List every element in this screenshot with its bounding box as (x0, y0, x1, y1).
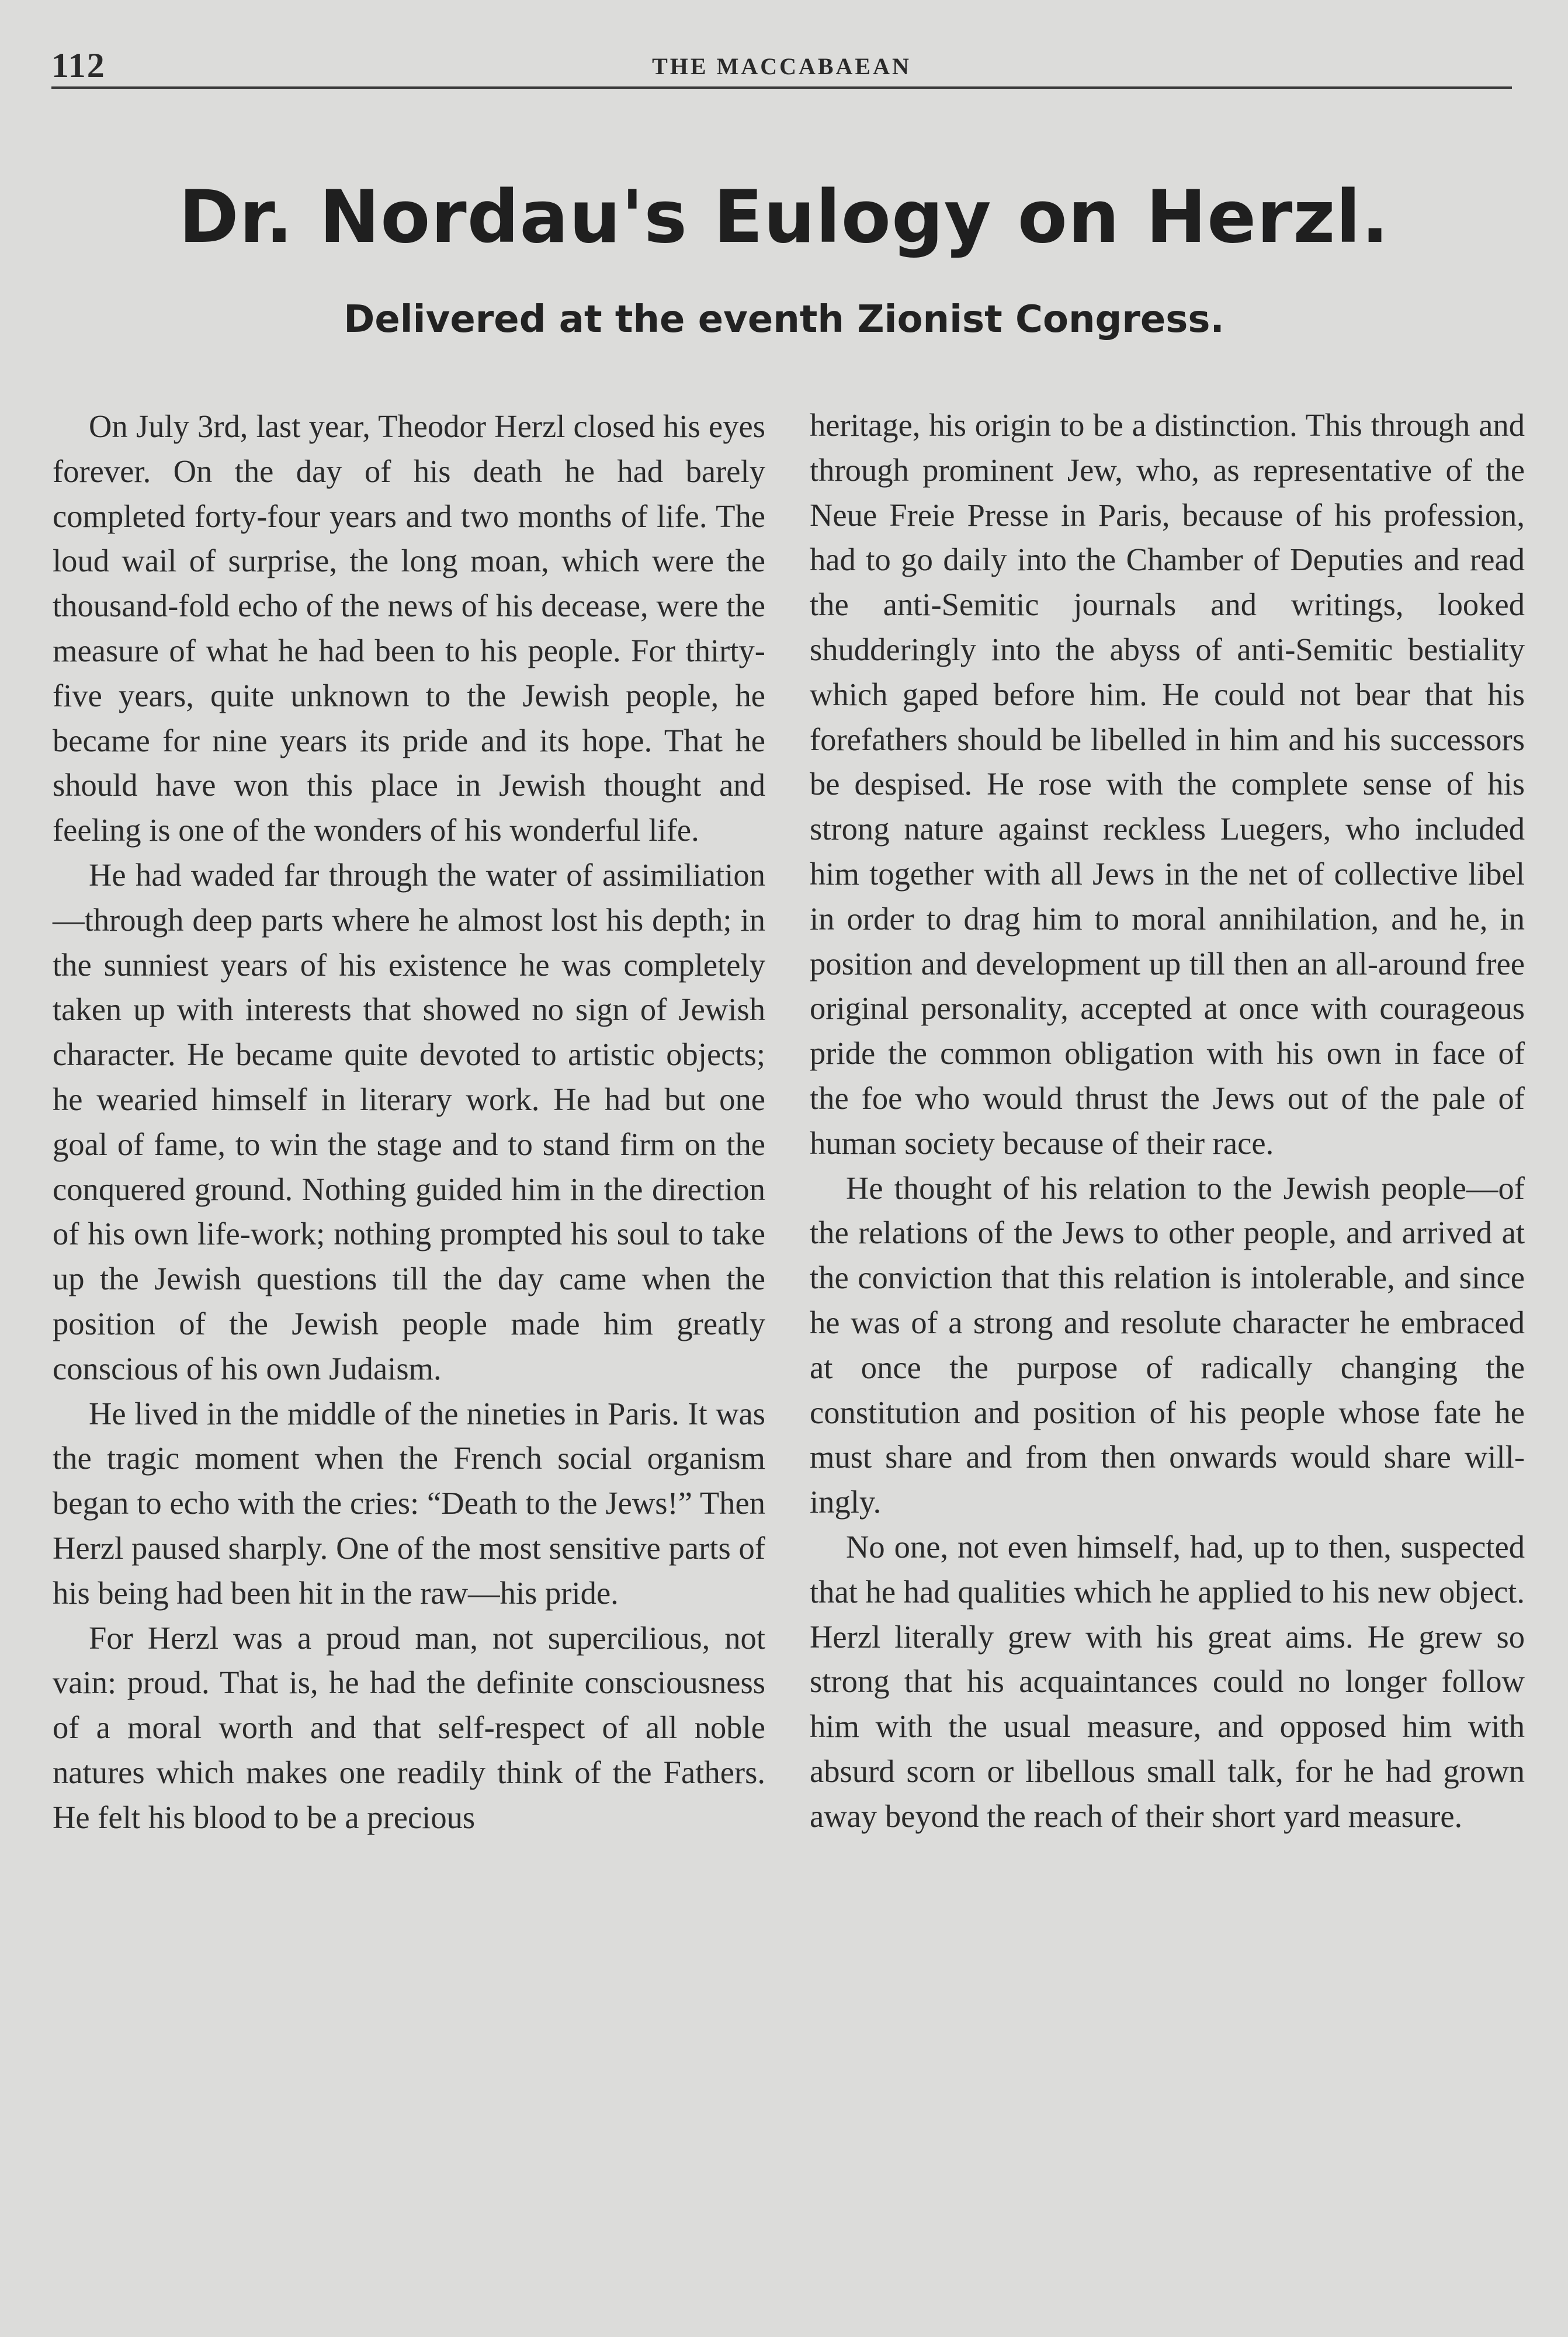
right-column (810, 403, 1525, 1839)
paragraph-4-continuation: heritage, his origin to be a distinction. This through and through prominent Jew, who, as representative of the Neue Freie Presse in Paris, because of his profession, had to go daily into the Chamber of Deputies and read the anti-Semitic journals and writings, looked shudderingly into the abyss of anti-Semitic bestiality which gaped before him. He could not bear that his forefathers should be libelled in him and his successors be despised. He rose with the complete sense of his strong nature against reckless Luegers, who included him together with all Jews in the net of collective libel in order to drag him to moral annihilation, and he, in position and development up till then an all-around free original personality, accepted at once with courageous pride the common obligation with his own in face of the foe who would thrust the Jews out of the pale of human society because of their race. (810, 407, 1525, 1161)
article-title: Dr. Nordau's Eulogy on Herzl. (178, 175, 1390, 259)
paragraph-1: On July 3rd, last year, Theodor Herzl closed his eyes forever. On the day of his death he had barely completed forty-four years and two months of life. The loud wail of surprise, the long moan, which were the thousand-fold echo of the news of his decease, were the measure of what he had been to his people. For thirty-five years, quite unknown to the Jewish people, he became for nine years its pride and its hope. That he should have won this place in Jewish thought and feeling is one of the wonders of his wonderful life. (53, 408, 765, 848)
paragraph-6: No one, not even himself, had, up to then, suspected that he had qualities which he applied to his new object. Herzl literally grew with his great aims. He grew so strong that his acquaintances could no longer follow him with the usual measure, and opposed him with absurd scorn or libellous small talk, for he had grown away beyond the reach of their short yard measure. (810, 1528, 1525, 1834)
running-head (51, 46, 1512, 89)
paragraph-4: For Herzl was a proud man, not supercilious, not vain: proud. That is, he had the definite consciousness of a moral worth and that self-respect of all noble natures which makes one readily think of the Fathers. He felt his blood to be a precious (53, 1620, 765, 1835)
left-column (53, 404, 765, 1840)
paragraph-5: He thought of his relation to the Jewish people—of the relations of the Jews to other people, and arrived at the conviction that this relation is intolerable, and since he was of a strong and resolute character he embraced at once the purpose of radically changing the constitution and position of his people whose fate he must share and from then onwards would share willingly. (810, 1170, 1525, 1520)
paragraph-2: He had waded far through the water of assimiliation—through deep parts where he almost lost his depth; in the sunniest years of his existence he was completely taken up with interests that showed no sign of Jewish character. He became quite devoted to artistic objects; he wearied himself in literary work. He had but one goal of fame, to win the stage and to stand firm on the conquered ground. Nothing guided him in the direction of his own life-work; nothing prompted his soul to take up the Jewish questions till the day came when the position of the Jewish people made him greatly conscious of his own Judaism. (53, 857, 765, 1386)
page-number: 112 (51, 46, 106, 85)
journal-title: THE MACCABAEAN (652, 53, 911, 79)
paragraph-3: He lived in the middle of the nineties in Paris. It was the tragic moment when the French social organism began to echo with the cries: “Death to the Jews!” Then Herzl paused sharply. One of the most sensitive parts of his being had been hit in the raw—his pride. (53, 1395, 765, 1611)
article-subtitle: Delivered at the eventh Zionist Congress. (344, 298, 1224, 341)
